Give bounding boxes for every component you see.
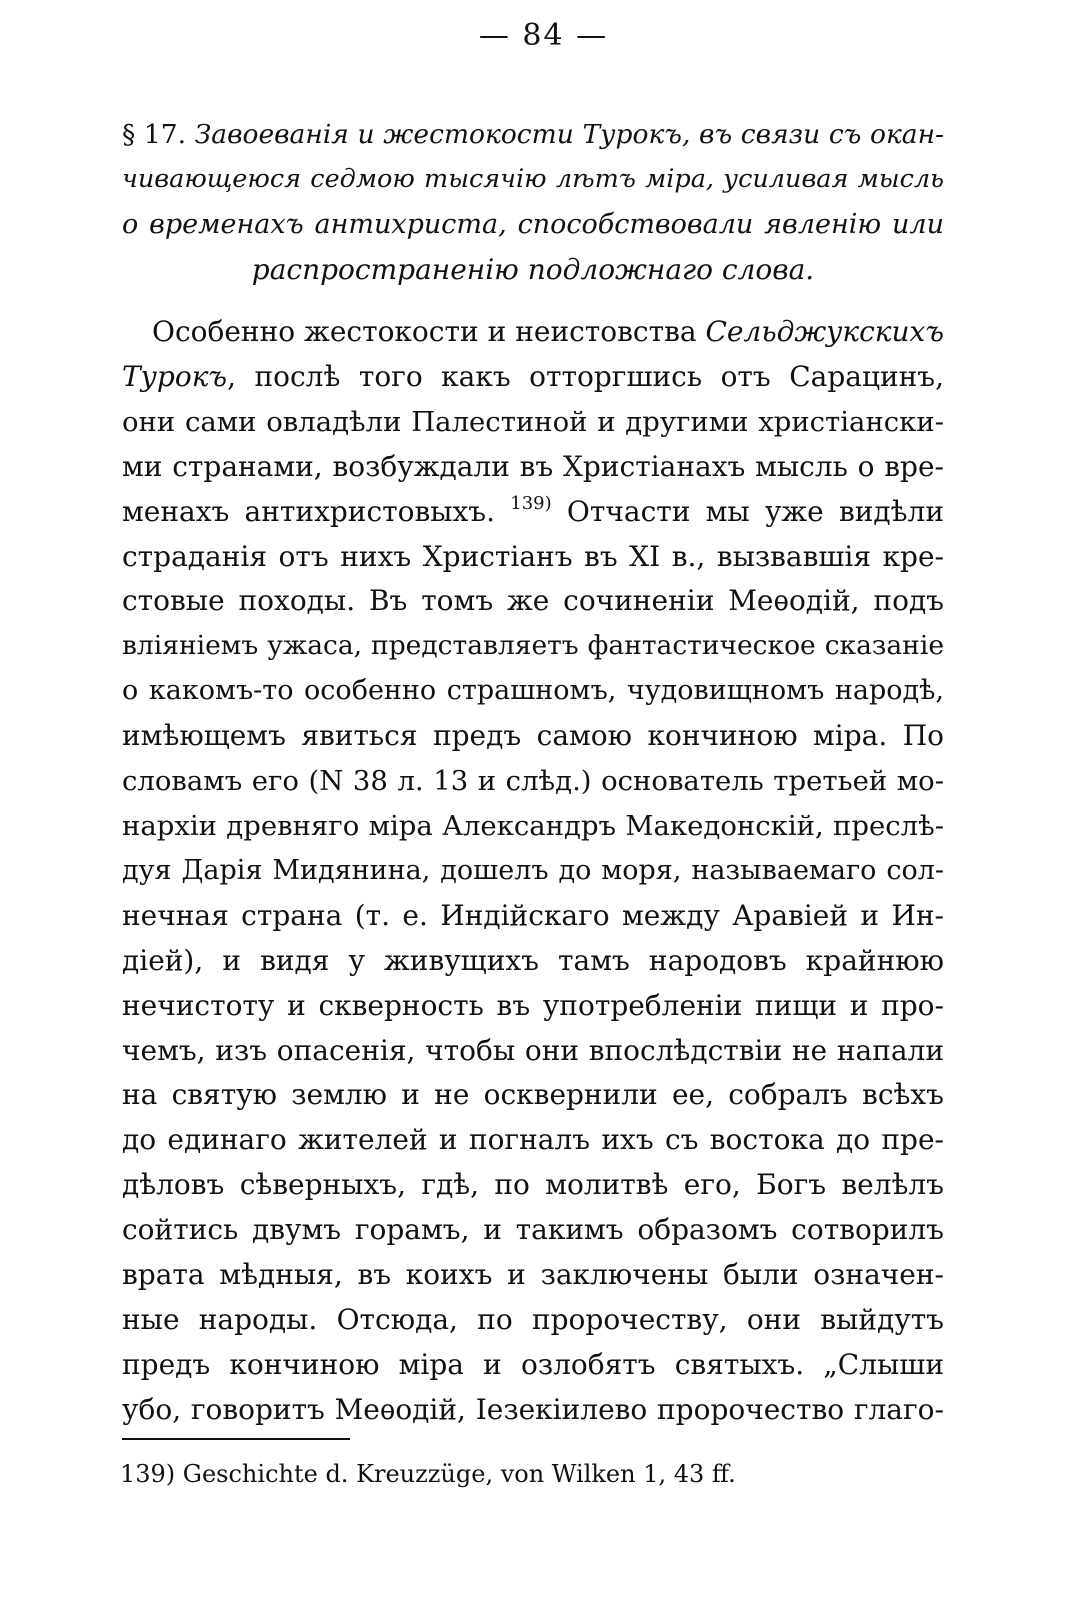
body-line: словамъ его (N 38 л. 13 и слѣд.) основатель третьей мо- bbox=[122, 765, 944, 798]
body-line: о какомъ-то особенно страшномъ, чудовищномъ народѣ, bbox=[122, 675, 944, 707]
heading-line-1 bbox=[122, 112, 944, 157]
section-heading bbox=[122, 112, 944, 292]
body-line-1-b: Сельджукскихъ bbox=[705, 315, 944, 348]
body-line-5-a: менахъ антихристовыхъ. bbox=[122, 494, 511, 528]
body-line: они сами овладѣли Палестиной и другими христіански- bbox=[122, 405, 944, 438]
body-line-2-a: Турокъ bbox=[122, 359, 228, 393]
section-mark: § 17. bbox=[122, 119, 187, 150]
body-line: нечистоту и скверность въ употребленіи пищи и про- bbox=[122, 988, 944, 1022]
body-line: врата мѣдныя, въ коихъ и заключены были означен- bbox=[122, 1258, 944, 1292]
body-line-1-a: Особенно жестокости и неистовства bbox=[152, 315, 706, 348]
body-line bbox=[122, 355, 944, 400]
body-line: ми странами, возбуждали въ Христіанахъ мысль о вре- bbox=[122, 449, 944, 483]
footnote-divider bbox=[122, 1438, 350, 1440]
body-line: сойтись двумъ горамъ, и такимъ образомъ сотворилъ bbox=[122, 1213, 944, 1247]
body-line: нархіи древняго міра Александръ Македонскій, преслѣ- bbox=[122, 809, 944, 842]
footnote: 139) Geschichte d. Kreuzzüge, von Wilken 1, 43 ff. bbox=[120, 1460, 736, 1488]
body-line-5-b: Отчасти мы уже видѣли bbox=[551, 494, 944, 528]
body-line: чемъ, изъ опасенія, чтобы они впослѣдствіи не напали bbox=[122, 1033, 944, 1067]
heading-line-1-text: Завоеванія и жестокости Турокъ, въ связи съ окан- bbox=[194, 119, 944, 150]
body-line: до единаго жителей и погналъ ихъ съ востока до пре- bbox=[122, 1123, 944, 1157]
body-line: на святую землю и не осквернили ее, собралъ всѣхъ bbox=[122, 1078, 944, 1112]
heading-line-2: чивающеюся седмою тысячію лѣтъ міра, усиливая мысль bbox=[122, 164, 944, 194]
body-line: предъ кончиною міра и озлобятъ святыхъ. „Слыши bbox=[122, 1347, 944, 1381]
heading-line-4: распространенію подложнаго слова. bbox=[251, 253, 815, 286]
body-paragraph bbox=[122, 310, 944, 1433]
page-number: — 84 — bbox=[478, 18, 609, 53]
heading-line-3: о временахъ антихриста, способствовали явленію или bbox=[122, 209, 944, 240]
body-line: дѣловъ сѣверныхъ, гдѣ, по молитвѣ его, Богъ велѣлъ bbox=[122, 1168, 944, 1202]
body-line: убо, говоритъ Меѳодій, Іезекіилево пророчество глаго- bbox=[122, 1392, 944, 1426]
body-line: страданія отъ нихъ Христіанъ въ XI в., вызвавшія кре- bbox=[122, 539, 944, 573]
body-line bbox=[122, 490, 944, 535]
body-line: ные народы. Отсюда, по пророчеству, они выйдутъ bbox=[122, 1302, 944, 1336]
body-line: нечная страна (т. е. Индійскаго между Аравіей и Ин- bbox=[122, 898, 944, 932]
body-line: имѣющемъ явиться предъ самою кончиною міра. По bbox=[122, 719, 944, 753]
body-line: дуя Дарія Мидянина, дошелъ до моря, называемаго сол- bbox=[122, 854, 944, 886]
body-line: стовые походы. Въ томъ же сочиненіи Меѳодій, подъ bbox=[122, 584, 944, 618]
body-line-2-b: , послѣ того какъ отторгшись отъ Сарацинъ, bbox=[227, 359, 944, 393]
footnote-reference: 139) bbox=[510, 492, 552, 514]
body-line bbox=[122, 310, 944, 355]
body-line: вліяніемъ ужаса, представляетъ фантастическое сказаніе bbox=[122, 630, 944, 662]
body-line: діей), и видя у живущихъ тамъ народовъ крайнюю bbox=[122, 943, 944, 977]
